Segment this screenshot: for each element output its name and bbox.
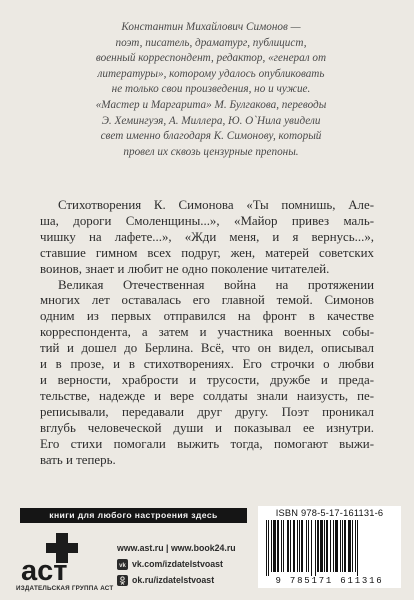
- description-line: многих лет оставалась его главной темой. Симонов: [40, 293, 374, 308]
- slogan-banner: книги для любого настроения здесь: [20, 508, 247, 523]
- barcode-bar: [344, 520, 346, 572]
- intro-line: провел их сквозь цензурные препоны.: [123, 145, 299, 158]
- vk-link[interactable]: [117, 556, 236, 572]
- barcode-bar: [320, 520, 323, 572]
- barcode-bar: [330, 520, 331, 572]
- barcode-bar: [293, 520, 295, 572]
- description-line: одним из первых отправился на фронт в качестве: [40, 309, 374, 324]
- description-line: и в прозе, и в стихотворениях. Его строчки о любви: [40, 357, 374, 372]
- barcode-bar: [311, 520, 312, 576]
- description-line: Его стихи помогали выжить тогда, помогают выжи-: [40, 436, 374, 451]
- intro-line: свет именно благодаря К. Симонову, который: [100, 130, 322, 143]
- description-line: тельстве, надежде и вере солдаты знали наизусть, пе-: [40, 388, 374, 403]
- barcode-bar: [317, 520, 319, 572]
- website-links[interactable]: [117, 540, 236, 556]
- vk-link-text[interactable]: vk.com/izdatelstvoast: [132, 559, 223, 569]
- barcode-bar: [297, 520, 298, 572]
- odnoklassniki-icon: [117, 575, 128, 586]
- publisher-contacts: [117, 540, 236, 588]
- barcode-bar: [306, 520, 307, 572]
- intro-line: «Мастер и Маргарита» М. Булгакова, переводы: [95, 98, 327, 111]
- barcode-icon: [264, 520, 395, 576]
- barcode-bar: [315, 520, 316, 576]
- website-links-text[interactable]: www.ast.ru | www.book24.ru: [117, 543, 236, 553]
- description-line: Стихотворения К. Симонова «Ты помнишь, Але-: [58, 198, 374, 212]
- barcode-bar: [308, 520, 309, 572]
- description-line: Великая Отечественная война на протяжении: [58, 277, 374, 292]
- ok-link[interactable]: [117, 572, 236, 588]
- logo-text: аст: [21, 555, 68, 583]
- description-line: корреспондента, а затем и участника военных собы-: [40, 325, 374, 340]
- barcode-bar: [283, 520, 284, 572]
- description-line: воинов, знает и любит не одно поколение читателей.: [40, 261, 330, 276]
- barcode-bar: [335, 520, 338, 572]
- description-line: ша, дороги Смоленщины...», «Майор привез маль-: [40, 213, 374, 228]
- ast-logo-icon: [20, 531, 84, 583]
- barcode-digits: 9 785171 611316: [275, 576, 384, 586]
- barcode-bar: [299, 520, 300, 572]
- barcode-bar: [348, 520, 351, 572]
- isbn-number: ISBN 978-5-17-161131-6: [275, 508, 384, 518]
- barcode-bar: [287, 520, 289, 572]
- barcode-bar: [326, 520, 328, 572]
- description-line: вглубь человеческой души и показывал ее изнутри.: [40, 420, 374, 435]
- publisher-logo: [20, 531, 84, 583]
- barcode-bar: [355, 520, 356, 572]
- barcode-bar: [290, 520, 291, 572]
- barcode-bar: [281, 520, 282, 572]
- intro-line: не только свои произведения, но и чужие.: [111, 83, 311, 96]
- barcode-bar: [342, 520, 343, 572]
- description-line: тий и дошел до Берлина. Всё, что он видел, описывал: [40, 341, 374, 356]
- intro-line: литературы», которому удалось опубликовать: [97, 67, 325, 80]
- intro-line: Константин Михайлович Симонов —: [121, 21, 301, 33]
- svg-text:vk: vk: [119, 562, 126, 569]
- author-intro: [58, 20, 364, 160]
- description-line: ставшие гимном всех подруг, жен, матерей советских: [40, 245, 374, 260]
- description-line: вать и теперь.: [40, 452, 116, 467]
- intro-line: поэт, писатель, драматург, публицист,: [115, 36, 307, 49]
- description-line: и верности, храбрости и трусости, дружбе и преда-: [40, 372, 374, 387]
- ok-link-text[interactable]: ok.ru/izdatelstvoast: [132, 575, 215, 585]
- publisher-caption: ИЗДАТЕЛЬСКАЯ ГРУППА АСТ: [16, 585, 114, 592]
- barcode-bar: [324, 520, 325, 572]
- description-line: реписывали, передавали друг другу. Поэт проникал: [40, 404, 374, 419]
- intro-line: военный корреспондент, редактор, «генерал от: [95, 52, 327, 65]
- description-line: чишку на лафете...», «Жди меня, и я вернусь...»,: [40, 229, 374, 244]
- barcode-bar: [273, 520, 276, 572]
- barcode-bar: [268, 520, 269, 576]
- barcode-bar: [277, 520, 279, 572]
- barcode-bar: [340, 520, 341, 572]
- barcode-bar: [352, 520, 353, 572]
- barcode-bar: [357, 520, 358, 576]
- intro-line: Э. Хемингуэя, А. Миллера, Ю. О`Нила увидели: [101, 114, 321, 127]
- barcode-bar: [301, 520, 303, 572]
- book-description: [40, 198, 374, 468]
- barcode-bar: [333, 520, 334, 572]
- isbn-barcode-block: [258, 506, 401, 588]
- barcode-bar: [266, 520, 267, 576]
- vk-icon: [117, 559, 128, 570]
- barcode-bar: [271, 520, 272, 572]
